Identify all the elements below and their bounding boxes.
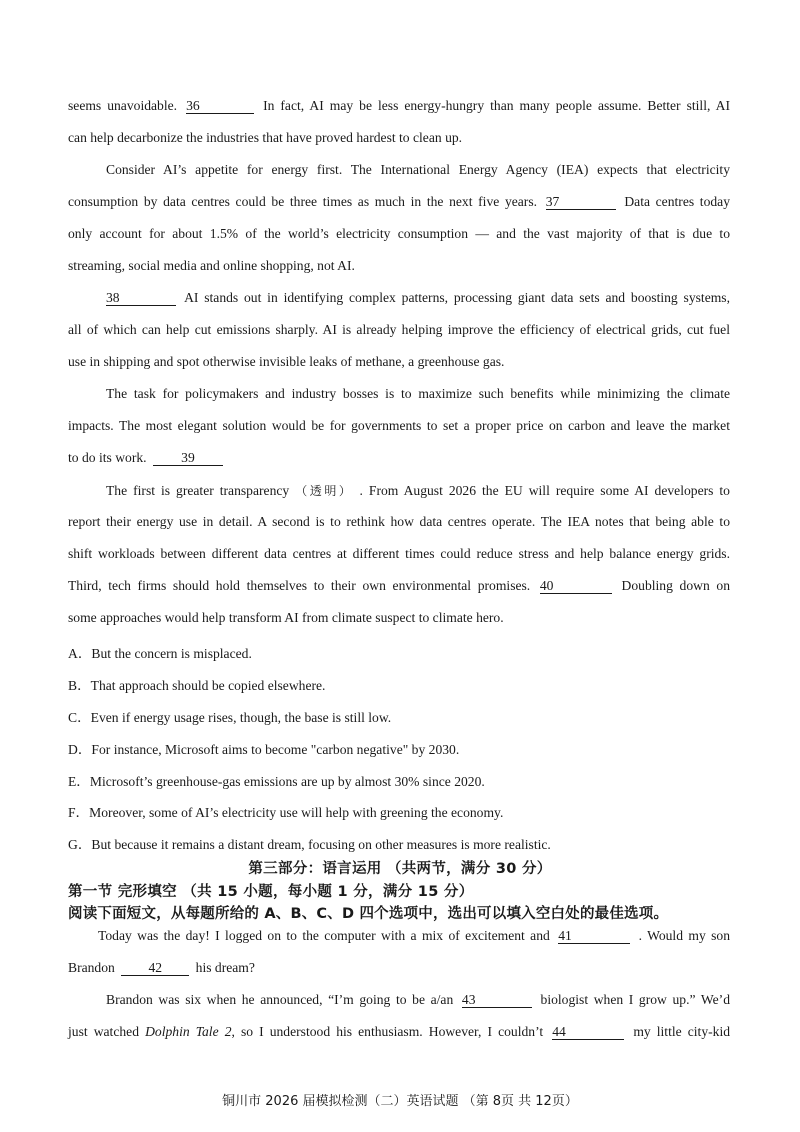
option-g: G．But because it remains a distant dream, focusing on other measures is more realistic. bbox=[68, 837, 551, 852]
blank-38[interactable]: 38 bbox=[106, 291, 176, 306]
option-c: C．Even if energy usage rises, though, the base is still low. bbox=[68, 710, 392, 725]
text-line: use in shipping and spot otherwise invisible leaks of methane, a greenhouse gas. bbox=[68, 354, 505, 369]
text-line: The task for policymakers and industry bosses is to maximize such benefits while minimizing the climate bbox=[106, 386, 730, 401]
option-e: E．Microsoft’s greenhouse-gas emissions are up by almost 30% since 2020. bbox=[68, 774, 485, 789]
part-title: 第三部分：语言运用 （共两节，满分 30 分） bbox=[248, 861, 552, 877]
text-line: only account for about 1.5% of the world’s electricity consumption — and the vast majority of that is due to bbox=[68, 226, 730, 241]
text-line: all of which can help cut emissions sharply. AI is already helping improve the efficiency of electrical grids, cut fuel bbox=[68, 322, 730, 337]
blank-42[interactable]: 42 bbox=[121, 961, 189, 976]
section-subtitle: 第一节 完形填空 （共 15 小题，每小题 1 分，满分 15 分） bbox=[68, 884, 474, 900]
text-line: The first is greater transparency （透明） . From August 2026 the EU will require some AI developers to bbox=[106, 483, 730, 498]
text-line: streaming, social media and online shopping, not AI. bbox=[68, 258, 355, 273]
blank-40[interactable]: 40 bbox=[540, 579, 612, 594]
text-line: consumption by data centres could be three times as much in the next five years. 37 Data centres today bbox=[68, 194, 730, 209]
text-line: impacts. The most elegant solution would be for governments to set a proper price on carbon and leave the market bbox=[68, 418, 730, 433]
film-title: Dolphin Tale 2 bbox=[145, 1024, 232, 1039]
text-line: can help decarbonize the industries that have proved hardest to clean up. bbox=[68, 130, 463, 145]
text-line: Today was the day! I logged on to the computer with a mix of excitement and 41 . Would my son bbox=[98, 928, 730, 943]
text-line: seems unavoidable. 36 In fact, AI may be less energy-hungry than many people assume. Better still, AI bbox=[68, 98, 730, 113]
text-line: some approaches would help transform AI from climate suspect to climate hero. bbox=[68, 610, 504, 625]
text-line: just watched Dolphin Tale 2, so I understood his enthusiasm. However, I couldn’t 44 my little city-kid bbox=[68, 1024, 731, 1039]
page-footer: 铜川市 2026 届模拟检测（二）英语试题 （第 8页 共 12页） bbox=[222, 1094, 578, 1109]
option-a: A．But the concern is misplaced. bbox=[68, 646, 252, 661]
text-line: Brandon was six when he announced, “I’m going to be a/an 43 biologist when I grow up.” We’d bbox=[106, 992, 730, 1007]
text-line: Third, tech firms should hold themselves to their own environmental promises. 40 Doubling down on bbox=[68, 578, 730, 593]
blank-43[interactable]: 43 bbox=[462, 993, 532, 1008]
text-line: 38 AI stands out in identifying complex patterns, processing giant data sets and boosting systems, bbox=[106, 290, 730, 305]
text-line: shift workloads between different data centres at different times could reduce stress and help balance energy grids. bbox=[68, 546, 730, 561]
text-line: report their energy use in detail. A second is to rethink how data centres operate. The IEA notes that being able to bbox=[68, 514, 730, 529]
section-instruction: 阅读下面短文，从每题所给的 A、B、C、D 四个选项中，选出可以填入空白处的最佳选项。 bbox=[68, 906, 669, 922]
option-d: D．For instance, Microsoft aims to become "carbon negative" by 2030. bbox=[68, 742, 460, 757]
blank-37[interactable]: 37 bbox=[546, 195, 616, 210]
blank-36[interactable]: 36 bbox=[186, 99, 254, 114]
option-b: B．That approach should be copied elsewhere. bbox=[68, 678, 326, 693]
text-line: Brandon 42 his dream? bbox=[68, 960, 255, 975]
blank-39[interactable]: 39 bbox=[153, 451, 223, 466]
blank-41[interactable]: 41 bbox=[558, 929, 630, 944]
blank-44[interactable]: 44 bbox=[552, 1025, 624, 1040]
text-line: to do its work. 39 bbox=[68, 450, 226, 466]
option-f: F．Moreover, some of AI’s electricity use will help with greening the economy. bbox=[68, 805, 504, 820]
text-line: Consider AI’s appetite for energy first. The International Energy Agency (IEA) expects that electricity bbox=[106, 162, 730, 177]
